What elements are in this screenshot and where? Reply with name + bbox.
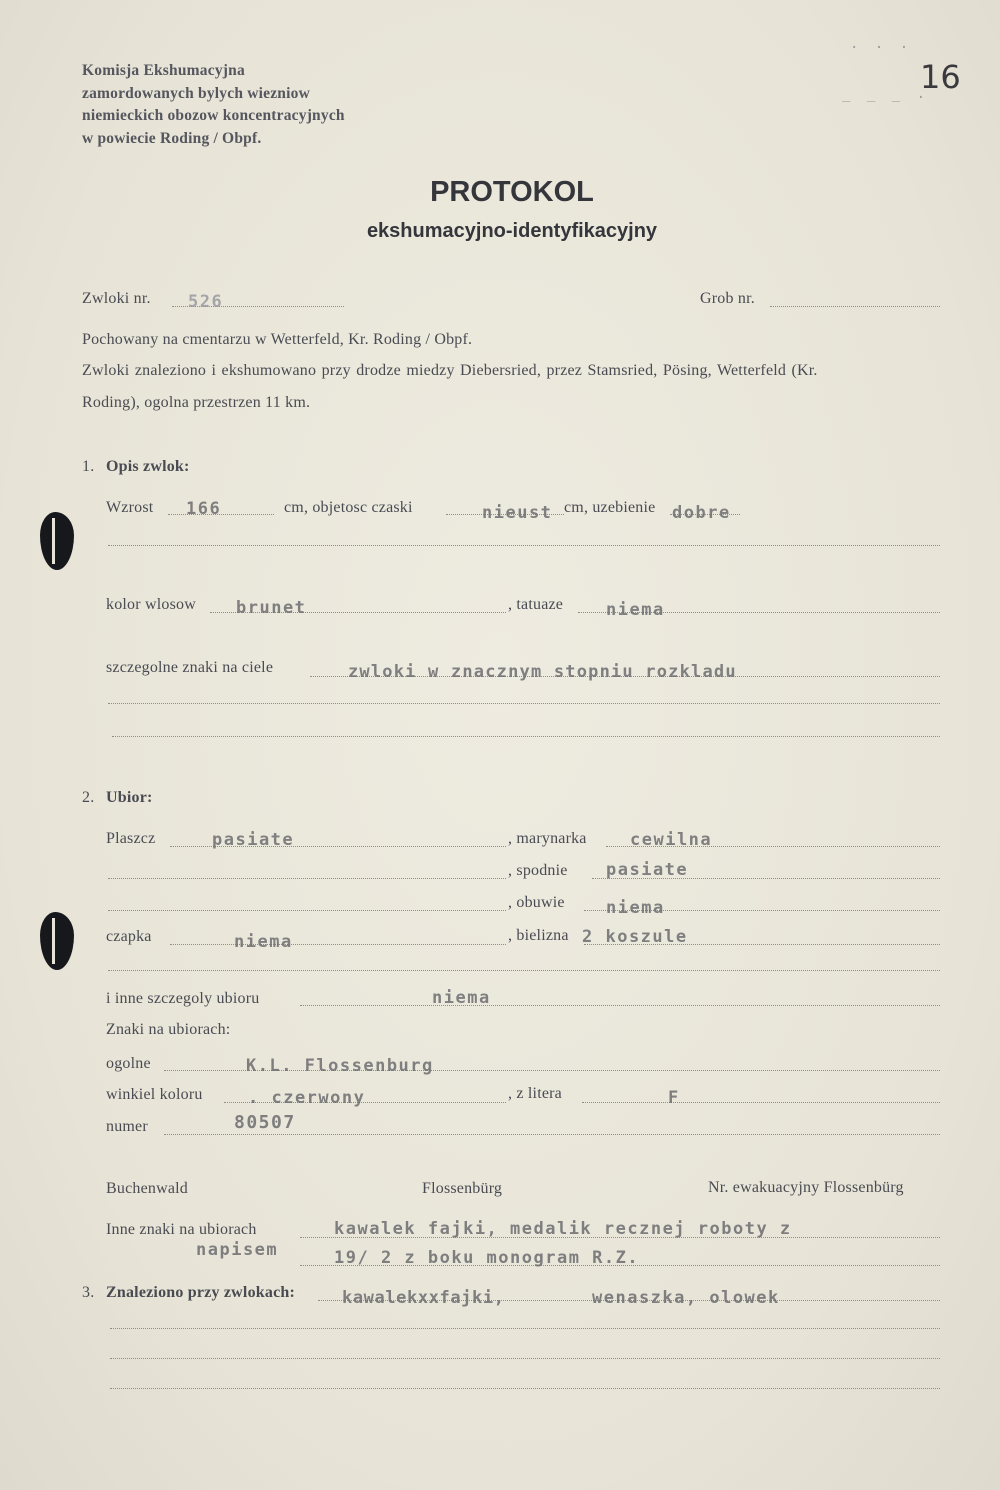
section2-blank-line-3 (108, 970, 940, 971)
section1-heading: Opis zwlok: (106, 458, 190, 475)
section3-blank-line-1 (110, 1328, 940, 1329)
page-number: 16 (920, 58, 961, 96)
winkiel-value: . czerwony (248, 1088, 366, 1108)
znaleziono-text-line-2: Roding), ogolna przestrzen 11 km. (82, 394, 311, 411)
inne-szczegoly-dotted-line (300, 1005, 940, 1006)
wzrost-label: Wzrost (106, 499, 154, 516)
inne-znaki-value-line-1: kawalek fajki, medalik recznej roboty z (334, 1219, 792, 1239)
punch-hole-top (40, 512, 74, 570)
spodnie-value: pasiate (606, 860, 689, 880)
uzebienie-value: dobre (672, 503, 731, 523)
spodnie-label: , spodnie (508, 862, 568, 879)
litera-label: , z litera (508, 1085, 562, 1102)
winkiel-label: winkiel koloru (106, 1086, 203, 1103)
bielizna-label: , bielizna (508, 927, 569, 944)
section3-value: wenaszka, olowek (592, 1288, 780, 1308)
camp-flossenburg: Flossenbürg (422, 1180, 503, 1197)
org-header (82, 60, 345, 150)
plaszcz-label: Plaszcz (106, 830, 156, 847)
punch-hole-bottom (40, 912, 74, 970)
marynarka-value: cewilna (630, 830, 713, 850)
nr-ewakuacyjny-label: Nr. ewakuacyjny Flossenbürg (708, 1179, 904, 1196)
numer-label: numer (106, 1118, 148, 1135)
wzrost-value: 166 (186, 499, 222, 519)
kolor-value: brunet (236, 598, 307, 618)
top-dots: . . . (850, 36, 913, 52)
uzebienie-label: cm, uzebienie (564, 499, 656, 516)
zwloki-label: Zwloki nr. (82, 290, 151, 307)
czapka-dotted-line (170, 944, 506, 945)
tatuaze-label: , tatuaze (508, 596, 564, 613)
znaki-na-ubiorach-label: Znaki na ubiorach: (106, 1021, 231, 1038)
section3-blank-line-2 (110, 1358, 940, 1359)
litera-dotted-line (582, 1102, 940, 1103)
camp-buchenwald: Buchenwald (106, 1180, 188, 1197)
pochowany-text: Pochowany na cmentarzu w Wetterfeld, Kr. Roding / Obpf. (82, 331, 473, 348)
marynarka-label: , marynarka (508, 830, 587, 847)
czaska-value: nieust (482, 503, 553, 523)
plaszcz-value: pasiate (212, 830, 295, 850)
inne-znaki-value-line-2b: 19/ 2 z boku monogram R.Z. (334, 1248, 640, 1268)
zwloki-value: 526 (188, 292, 224, 312)
inne-znaki-value-line-2a: napisem (196, 1240, 279, 1260)
inne-szczegoly-label: i inne szczegoly ubioru (106, 990, 260, 1007)
znaleziono-text-line-1: Zwloki znaleziono i ekshumowano przy drodze miedzy Diebersried, przez Stamsried, Pösing, Wetterfeld (Kr. (82, 362, 818, 379)
inne-znaki-label: Inne znaki na ubiorach (106, 1221, 257, 1238)
document-title: PROTOKOL (430, 176, 594, 208)
czaska-label: cm, objetosc czaski (284, 499, 413, 516)
obuwie-value: niema (606, 898, 665, 918)
section2-blank-line-2 (108, 910, 506, 911)
section2-number: 2. (82, 789, 95, 806)
szczegolne-znaki-label: szczegolne znaki na ciele (106, 659, 274, 676)
obuwie-label: , obuwie (508, 894, 565, 911)
org-line-4: w powiecie Roding / Obpf. (82, 129, 262, 147)
document-subtitle: ekshumacyjno-identyfikacyjny (366, 220, 658, 242)
section1-blank-line-1 (108, 545, 940, 546)
bielizna-value: 2 koszule (582, 927, 688, 947)
numer-value: 80507 (234, 1112, 296, 1133)
numer-dotted-line (164, 1134, 940, 1135)
czapka-value: niema (234, 932, 293, 952)
litera-value: F (668, 1088, 680, 1108)
section3-blank-line-3 (110, 1388, 940, 1389)
szczegolne-znaki-value: zwloki w znacznym stopniu rozkladu (348, 662, 737, 682)
section1-blank-line-2 (108, 703, 940, 704)
kolor-label: kolor wlosow (106, 596, 196, 613)
section3-value-struck: kawalekxxfajki, (342, 1288, 505, 1308)
section2-heading: Ubior: (106, 789, 153, 806)
org-line-1: Komisja Ekshumacyjna (82, 62, 245, 79)
inne-szczegoly-value: niema (432, 988, 491, 1008)
section2-blank-line-1 (108, 878, 506, 879)
grob-label: Grob nr. (700, 290, 755, 307)
section3-heading: Znaleziono przy zwlokach: (106, 1284, 295, 1301)
section1-blank-line-3 (112, 736, 940, 737)
section1-number: 1. (82, 458, 95, 475)
org-line-3: niemieckich obozow koncentracyjnych (82, 107, 345, 124)
ogolne-label: ogolne (106, 1055, 151, 1072)
header-dashes: _ _ _ . (842, 86, 930, 102)
org-line-2: zamordowanych bylych wiezniow (82, 84, 310, 102)
tatuaze-value: niema (606, 600, 665, 620)
section3-number: 3. (82, 1284, 95, 1301)
czapka-label: czapka (106, 928, 152, 945)
grob-dotted-line (770, 306, 940, 307)
ogolne-value: K.L. Flossenburg (246, 1056, 434, 1076)
